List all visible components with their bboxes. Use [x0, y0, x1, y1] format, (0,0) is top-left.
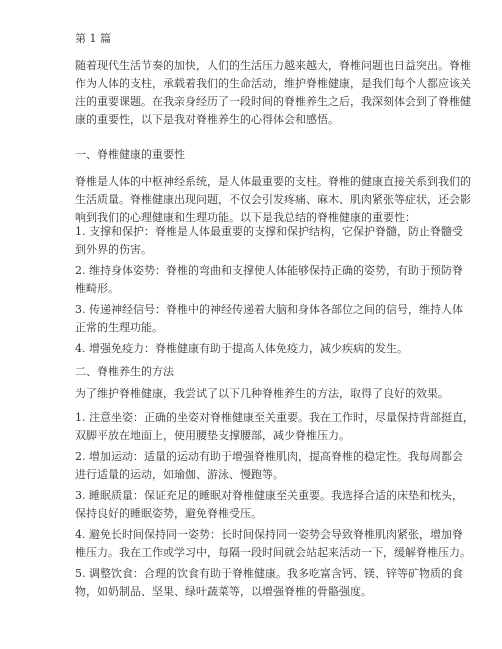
list-item-line: 2. 维持身体姿势：脊椎的弯曲和支撑使人体能够保持正确的姿势，有助于预防脊	[75, 264, 463, 277]
heading-text: 第 1 篇	[75, 32, 111, 45]
intro-paragraph	[75, 57, 471, 129]
section2-item-3	[75, 487, 463, 523]
list-item-line: 3. 睡眠质量：保证充足的睡眠对脊椎健康至关重要。我选择合适的床垫和枕头，	[75, 489, 463, 502]
list-item-line: 保持良好的睡眠姿势，避免脊椎受压。	[75, 507, 262, 520]
list-item-line: 椎畸形。	[75, 282, 119, 295]
section1-intro-line: 生活质量。脊椎健康出现问题，不仅会引发疼痛、麻木、肌肉紧张等症状，还会影	[75, 193, 471, 206]
document-heading	[75, 30, 437, 48]
section2-item-1	[75, 409, 474, 445]
section1-item-4	[75, 340, 437, 358]
section1-intro-line: 响到我们的心理健康和生理功能。以下是我总结的脊椎健康的重要性：	[75, 211, 416, 224]
section1-intro	[75, 173, 471, 227]
section2-item-5	[75, 565, 463, 601]
section-title-text: 二、脊椎养生的方法	[75, 365, 174, 378]
list-item-line: 5. 调整饮食：合理的饮食有助于脊椎健康。我多吃富含钙、镁、锌等矿物质的食	[75, 567, 463, 580]
intro-line: 注的重要课题。在我亲身经历了一段时间的脊椎养生之后，我深刻体会到了脊椎健	[75, 95, 471, 108]
list-item-line: 双脚平放在地面上，使用腰垫支撑腰部，减少脊椎压力。	[75, 429, 350, 442]
intro-line: 康的重要性，以下是我对脊椎养生的心得体会和感悟。	[75, 113, 339, 126]
section2-title	[75, 363, 437, 381]
list-item-line: 物，如奶制品、坚果、绿叶蔬菜等，以增强脊椎的骨骼强度。	[75, 585, 372, 598]
list-item-line: 4. 避免长时间保持同一姿势：长时间保持同一姿势会导致脊椎肌肉紧张，增加脊	[75, 528, 463, 541]
section2-intro	[75, 385, 449, 403]
list-item-line: 3. 传递神经信号：脊椎中的神经传递着大脑和身体各部位之间的信号，维持人体	[75, 303, 463, 316]
list-item-line: 4. 增强免疫力：脊椎健康有助于提高人体免疫力，减少疾病的发生。	[75, 342, 408, 355]
section1-item-1	[75, 223, 463, 259]
section2-intro-line: 为了维护脊椎健康，我尝试了以下几种脊椎养生的方法，取得了良好的效果。	[75, 387, 449, 400]
intro-line: 作为人体的支柱，承载着我们的生命活动，维护脊椎健康，是我们每个人都应该关	[75, 77, 471, 90]
section2-item-4	[75, 526, 471, 562]
section1-intro-line: 脊椎是人体的中枢神经系统，是人体最重要的支柱。脊椎的健康直接关系到我们的	[75, 175, 471, 188]
section2-item-2	[75, 448, 463, 484]
list-item-line: 椎压力。我在工作或学习中，每隔一段时间就会站起来活动一下，缓解脊椎压力。	[75, 546, 471, 559]
list-item-line: 2. 增加运动：适量的运动有助于增强脊椎肌肉，提高脊椎的稳定性。我每周都会	[75, 450, 463, 463]
section1-title	[75, 146, 437, 164]
section-title-text: 一、脊椎健康的重要性	[75, 148, 185, 161]
list-item-line: 正常的生理功能。	[75, 321, 163, 334]
section1-item-3	[75, 301, 463, 337]
list-item-line: 进行适量的运动，如瑜伽、游泳、慢跑等。	[75, 468, 284, 481]
list-item-line: 1. 支撑和保护：脊椎是人体最重要的支撑和保护结构，它保护脊髓，防止脊髓受	[75, 225, 463, 238]
section1-item-2	[75, 262, 463, 298]
list-item-line: 到外界的伤害。	[75, 243, 152, 256]
list-item-line: 1. 注意坐姿：正确的坐姿对脊椎健康至关重要。我在工作时，尽量保持背部挺直，	[75, 411, 474, 424]
intro-line: 随着现代生活节奏的加快，人们的生活压力越来越大，脊椎问题也日益突出。脊椎	[75, 59, 471, 72]
